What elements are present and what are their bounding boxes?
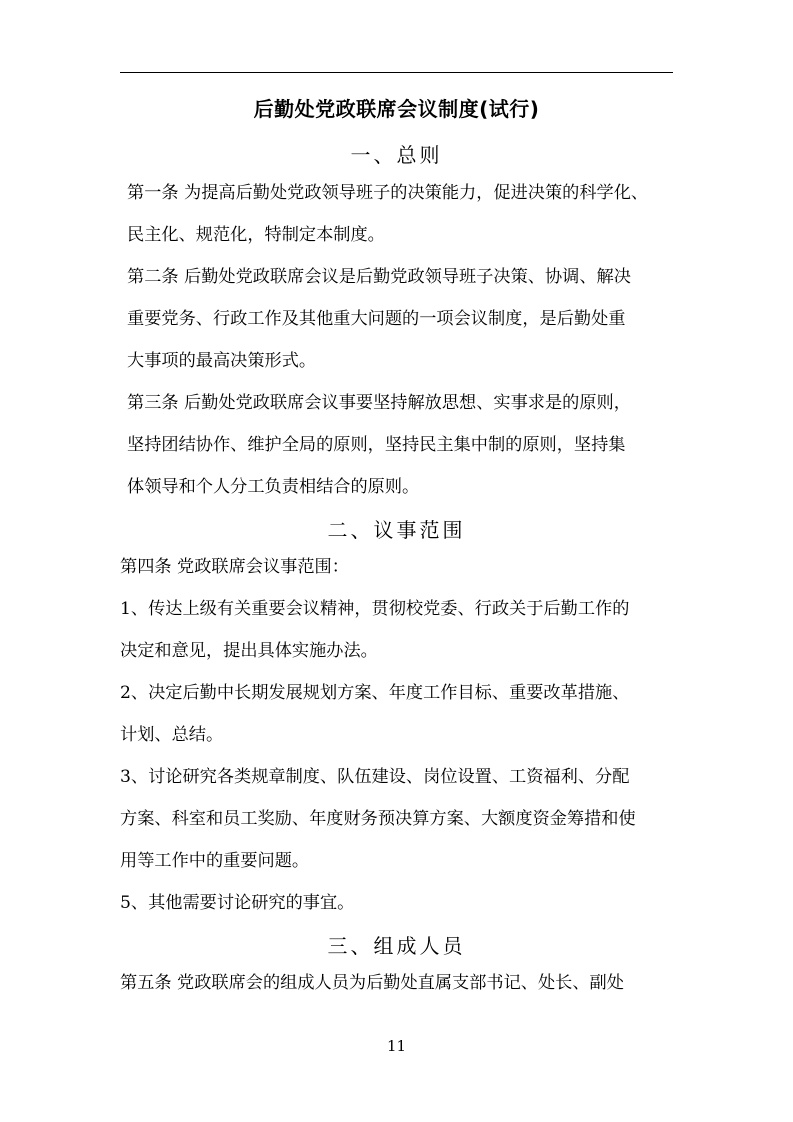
paragraph-line: 用等工作中的重要问题。	[120, 851, 310, 871]
paragraph-line: 第一条 为提高后勤处党政领导班子的决策能力，促进决策的科学化、	[127, 183, 649, 203]
paragraph-line: 坚持团结协作、维护全局的原则，坚持民主集中制的原则，坚持集	[127, 435, 626, 455]
paragraph-line: 2、决定后勤中长期发展规划方案、年度工作目标、重要改革措施、	[120, 683, 630, 703]
section-heading-members: 三、组成人员	[327, 934, 466, 958]
paragraph-line: 5、其他需要讨论研究的事宜。	[120, 893, 355, 913]
paragraph-line: 1、传达上级有关重要会议精神，贯彻校党委、行政关于后勤工作的	[120, 599, 630, 619]
section-heading-scope: 二、议事范围	[327, 518, 466, 542]
document-title: 后勤处党政联席会议制度(试行)	[253, 97, 540, 121]
paragraph-line: 3、讨论研究各类规章制度、队伍建设、岗位设置、工资福利、分配	[120, 767, 630, 787]
paragraph-line: 第三条 后勤处党政联席会议事要坚持解放思想、实事求是的原则，	[127, 393, 631, 413]
paragraph-line: 大事项的最高决策形式。	[127, 351, 317, 371]
paragraph-line: 第四条 党政联席会议事范围：	[120, 557, 349, 577]
paragraph-line: 第二条 后勤处党政联席会议是后勤党政领导班子决策、协调、解决	[127, 267, 631, 287]
paragraph-line: 决定和意见，提出具体实施办法。	[120, 641, 378, 661]
paragraph-line: 方案、科室和员工奖励、年度财务预决算方案、大额度资金筹措和使	[120, 809, 636, 829]
paragraph-line: 体领导和个人分工负责相结合的原则。	[127, 477, 420, 497]
paragraph-line: 第五条 党政联席会的组成人员为后勤处直属支部书记、处长、副处	[120, 973, 624, 993]
paragraph-line: 计划、总结。	[120, 725, 224, 745]
page-number: 11	[386, 1037, 407, 1055]
header-rule	[120, 72, 673, 73]
paragraph-line: 民主化、规范化，特制定本制度。	[127, 225, 385, 245]
section-heading-general: 一、总则	[350, 143, 443, 167]
paragraph-line: 重要党务、行政工作及其他重大问题的一项会议制度，是后勤处重	[127, 309, 626, 329]
